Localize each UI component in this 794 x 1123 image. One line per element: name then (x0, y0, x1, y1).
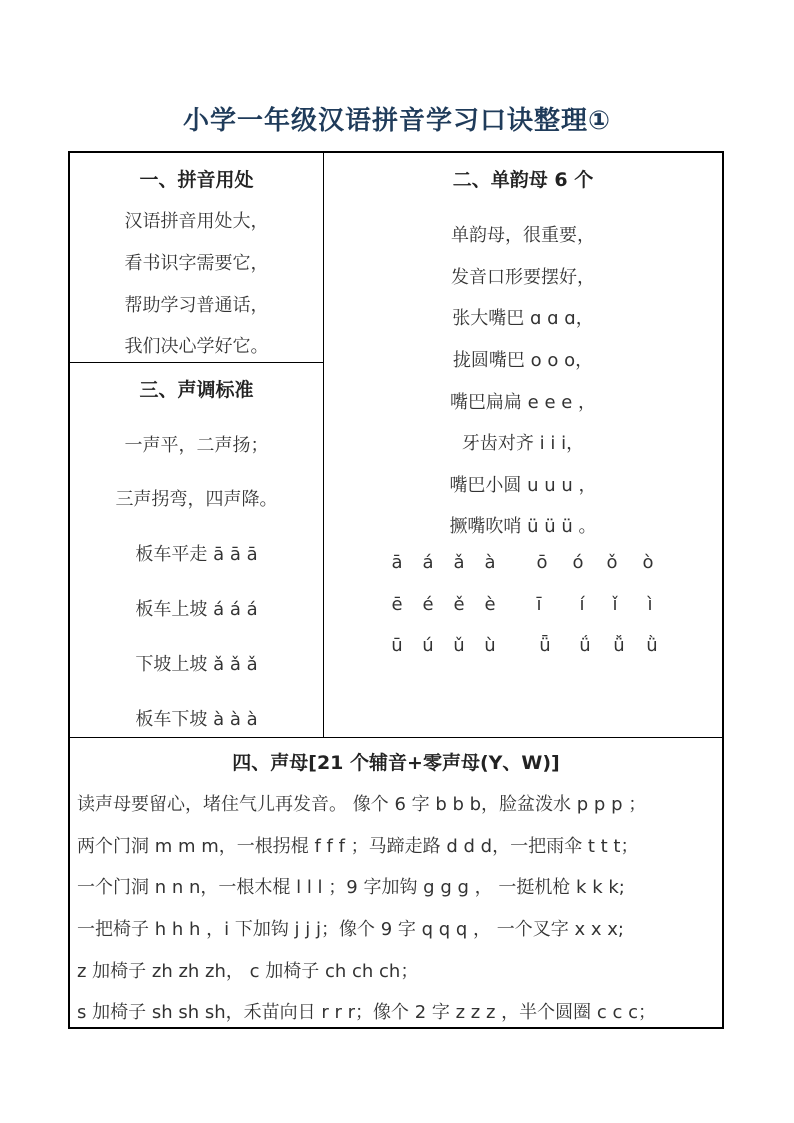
tone-mark: ù (484, 635, 496, 656)
section-initials (70, 737, 722, 1027)
verse-line: 张大嘴巴 ɑ ɑ ɑ， (452, 308, 594, 329)
verse-line: 我们决心学好它。 (124, 336, 269, 357)
section-pinyin-usage (70, 153, 324, 363)
tone-mark: ǔ (453, 635, 465, 656)
section-heading: 三、声调标准 (139, 379, 254, 401)
verse-line: 下坡上坡 ǎ ǎ ǎ (135, 654, 258, 675)
verse-line: s 加椅子 sh sh sh，禾苗向日 r r r；像个 2 字 z z z ，半个圆圈 c c c； (77, 1002, 656, 1023)
tone-mark: ú (422, 635, 434, 656)
verse-line: 汉语拼音用处大， (124, 211, 269, 232)
tone-row (324, 635, 722, 659)
section-heading: 二、单韵母 6 个 (452, 169, 594, 191)
tone-mark: ǘ (579, 635, 591, 656)
tone-mark: à (484, 552, 496, 573)
verse-line: 板车上坡 á á á (135, 599, 258, 620)
verse-line: 一个门洞 n n n，一根木棍 l l l ；9 字加钩 g g g ， 一挺机枪 k k k; (77, 877, 625, 898)
tone-mark: ǒ (606, 552, 618, 573)
tone-mark: ō (536, 552, 548, 573)
verse-line: 撅嘴吹哨 ü ü ü 。 (449, 516, 597, 537)
verse-line: 看书识字需要它， (124, 253, 269, 274)
section-simple-finals (324, 153, 722, 737)
verse-line: 嘴巴扁扁 e e e ， (449, 392, 597, 413)
tone-mark: è (484, 594, 496, 615)
tone-mark: ǚ (613, 635, 625, 656)
verse-line: 拢圆嘴巴 o o o， (452, 350, 594, 371)
section-heading: 四、声母[21 个辅音+零声母(Y、W)] (232, 752, 560, 774)
verse-line: 一声平，二声扬； (124, 435, 269, 456)
section-heading: 一、拼音用处 (139, 169, 254, 191)
tone-mark: ū (391, 635, 403, 656)
verse-line: 嘴巴小圆 u u u ， (449, 475, 597, 496)
tone-row (324, 594, 722, 618)
tone-mark: ǎ (453, 552, 465, 573)
tone-mark: ǜ (646, 635, 658, 656)
verse-line: 发音口形要摆好， (451, 267, 595, 288)
tone-mark: ī (536, 594, 542, 615)
tone-mark: ā (391, 552, 403, 573)
verse-line: 单韵母，很重要， (451, 225, 595, 246)
tone-mark: é (422, 594, 434, 615)
tone-mark: í (579, 594, 585, 615)
tone-mark: ǐ (612, 594, 618, 615)
tone-row (324, 552, 722, 576)
verse-line: 两个门洞 m m m，一根拐棍 f f f ；马蹄走路 d d d，一把雨伞 t t t； (77, 836, 639, 857)
verse-line: 读声母要留心，堵住气儿再发音。 像个 6 字 b b b，脸盆泼水 p p p ； (77, 794, 647, 815)
verse-line: z 加椅子 zh zh zh， c 加椅子 ch ch ch； (77, 961, 419, 982)
section-tone-standard (70, 363, 324, 737)
tone-mark: ì (647, 594, 653, 615)
tone-mark: ó (572, 552, 584, 573)
content-table (68, 151, 724, 1029)
tone-mark: á (422, 552, 434, 573)
tone-mark: ǖ (539, 635, 551, 656)
verse-line: 板车平走 ā ā ā (135, 544, 258, 565)
page-title: 小学一年级汉语拼音学习口诀整理① (182, 106, 611, 136)
verse-line: 一把椅子 h h h ，i 下加钩 j j j；像个 9 字 q q q ， 一个叉字 x x x; (77, 919, 624, 940)
verse-line: 牙齿对齐 i i i， (461, 433, 585, 454)
tone-mark: ò (642, 552, 654, 573)
verse-line: 板车下坡 à à à (135, 709, 258, 730)
verse-line: 帮助学习普通话， (124, 295, 269, 316)
tone-mark: ē (391, 594, 403, 615)
tone-mark: ě (453, 594, 465, 615)
verse-line: 三声拐弯，四声降。 (115, 489, 278, 510)
